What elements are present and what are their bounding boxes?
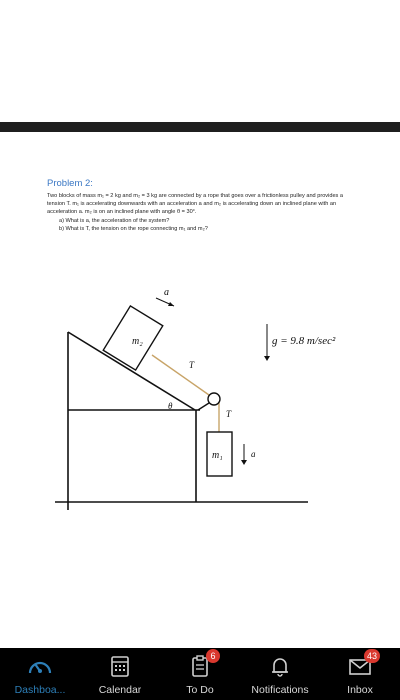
bell-icon <box>267 654 293 678</box>
tab-todo[interactable] <box>160 648 240 700</box>
dashboard-gauge-icon <box>27 654 53 678</box>
tab-calendar[interactable] <box>80 648 160 700</box>
inbox-badge: 43 <box>364 649 380 663</box>
accel-label-top: a <box>164 287 169 298</box>
tab-dashboard-label: Dashboa... <box>14 684 66 696</box>
tab-todo-label: To Do <box>186 684 214 696</box>
todo-badge: 6 <box>206 649 220 663</box>
gravity-arrowhead <box>264 356 270 361</box>
accel-label-side: a <box>251 449 256 459</box>
question-list <box>47 217 362 233</box>
question-a: a) What is a, the acceleration of the system? <box>59 217 170 224</box>
tab-dashboard[interactable] <box>0 648 80 700</box>
problem-statement <box>47 178 362 233</box>
tension-label-incline: T <box>189 360 195 370</box>
tab-notifications-label: Notifications <box>251 684 309 696</box>
tab-notifications[interactable] <box>240 648 320 700</box>
pulley-mount <box>198 403 209 410</box>
tab-calendar-label: Calendar <box>98 684 142 696</box>
question-b: b) What is T, the tension on the rope connecting m₁ and m₂? <box>59 225 208 232</box>
pulley <box>208 393 220 405</box>
tension-label-vertical: T <box>226 409 232 419</box>
calendar-icon <box>107 654 133 678</box>
problem-body: Two blocks of mass m₁ = 2 kg and m₂ = 3 kg are connected by a rope that goes over a frictionless pulley and provides a tension T. m₁ is accelerating downwards with an acceleration a and m₂ is accelerating down an inclined plane with an acceleration a. m₂ is on an inclined plane with angle θ = 30°. <box>47 193 344 216</box>
bottom-tab-bar <box>0 648 400 700</box>
problem-title: Problem 2: <box>47 178 93 189</box>
block-m2-label: m₂ <box>132 336 143 347</box>
physics-diagram <box>0 280 400 520</box>
tab-inbox[interactable] <box>320 648 400 700</box>
acceleration-arrowhead-down <box>241 460 247 465</box>
tab-inbox-label: Inbox <box>347 684 373 696</box>
gravity-label: g = 9.8 m/sec² <box>272 335 336 347</box>
angle-label: θ <box>168 401 173 411</box>
header-bar <box>0 122 400 132</box>
block-m1-label: m₁ <box>212 450 223 461</box>
